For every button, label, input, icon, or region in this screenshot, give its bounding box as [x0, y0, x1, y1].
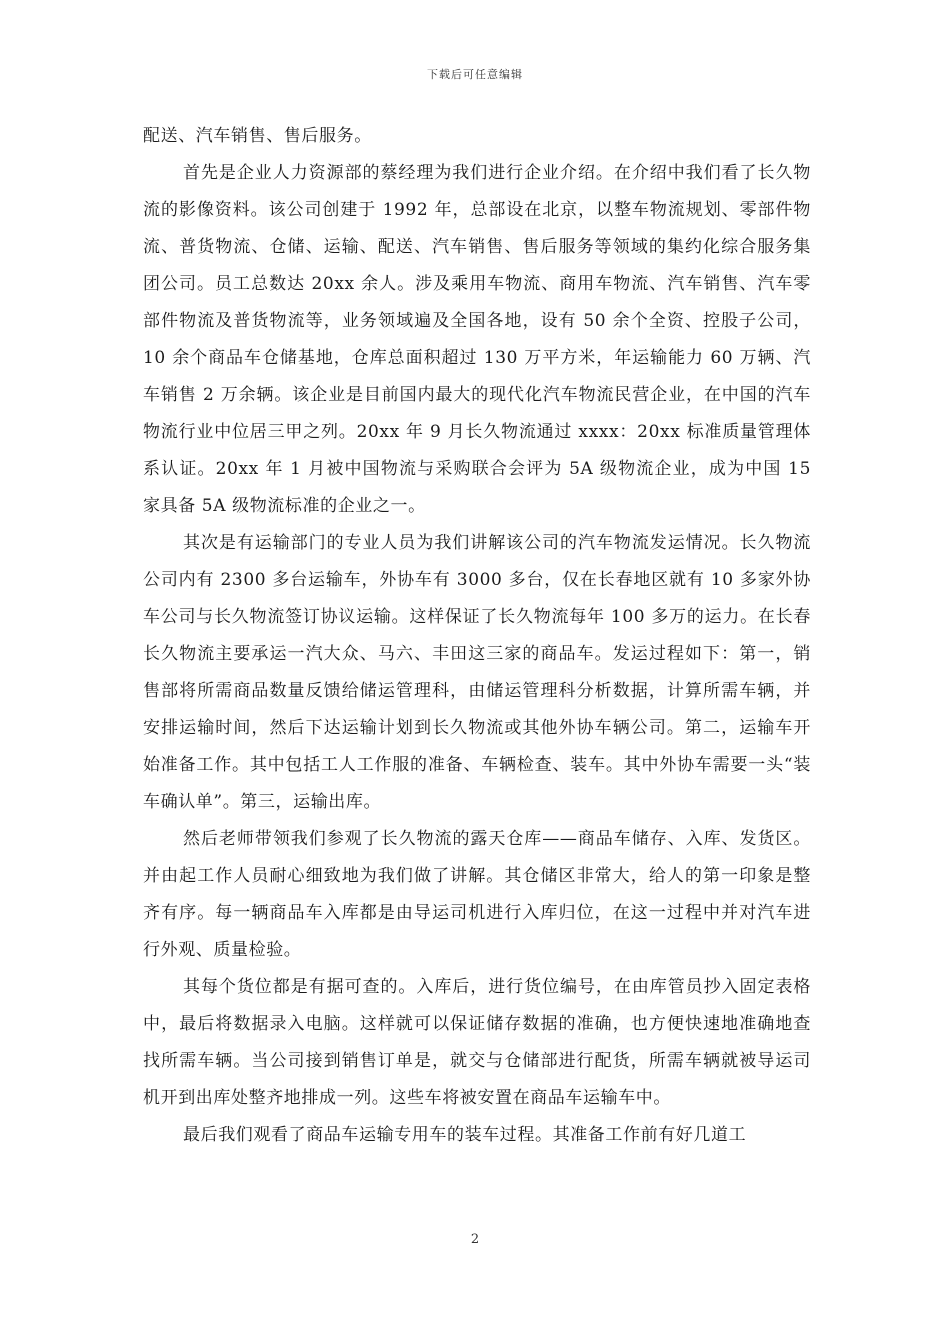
paragraph-6: 最后我们观看了商品车运输专用车的装车过程。其准备工作前有好几道工	[183, 1125, 747, 1145]
paragraph-4: 然后老师带领我们参观了长久物流的露天仓库——商品车储存、入库、发货区。并由起工作人员耐心细致地为我们做了讲解。其仓储区非常大，给人的第一印象是整齐有序。每一辆商品车入库都是由导运司机进行入库归位，在这一过程中并对汽车进行外观、质量检验。	[143, 829, 811, 960]
page-header: 下载后可任意编辑	[427, 68, 523, 81]
paragraph-2: 首先是企业人力资源部的蔡经理为我们进行企业介绍。在介绍中我们看了长久物流的影像资料。该公司创建于 1992 年，总部设在北京，以整车物流规划、零部件物流、普货物流、仓储、运输、配送、汽车销售、售后服务等领域的集约化综合服务集团公司。员工总数达 20xx 余人。涉及乘用车物流、商用车物流、汽车销售、汽车零部件物流及普货物流等，业务领域遍及全国各地，设有 50 余个全资、控股子公司，10 余个商品车仓储基地，仓库总面积超过 130 万平方米，年运输能力 60 万辆、汽车销售 2 万余辆。该企业是目前国内最大的现代化汽车物流民营企业，在中国的汽车物流行业中位居三甲之列。20xx 年 9 月长久物流通过 xxxx：20xx 标准质量管理体系认证。20xx 年 1 月被中国物流与采购联合会评为 5A 级物流企业，成为中国 15 家具备 5A 级物流标准的企业之一。	[143, 163, 811, 516]
page-number: 2	[470, 1232, 480, 1247]
document-body	[143, 118, 811, 1154]
paragraph-5: 其每个货位都是有据可查的。入库后，进行货位编号，在由库管员抄入固定表格中，最后将数据录入电脑。这样就可以保证储存数据的准确，也方便快速地准确地查找所需车辆。当公司接到销售订单是，就交与仓储部进行配货，所需车辆就被导运司机开到出库处整齐地排成一列。这些车将被安置在商品车运输车中。	[143, 977, 811, 1108]
paragraph-3: 其次是有运输部门的专业人员为我们讲解该公司的汽车物流发运情况。长久物流公司内有 2300 多台运输车，外协车有 3000 多台，仅在长春地区就有 10 多家外协车公司与长久物流签订协议运输。这样保证了长久物流每年 100 多万的运力。在长春长久物流主要承运一汽大众、马六、丰田这三家的商品车。发运过程如下：第一，销售部将所需商品数量反馈给储运管理科，由储运管理科分析数据，计算所需车辆，并安排运输时间，然后下达运输计划到长久物流或其他外协车辆公司。第二，运输车开始准备工作。其中包括工人工作服的准备、车辆检查、装车。其中外协车需要一头“装车确认单”。第三，运输出库。	[143, 533, 811, 812]
paragraph-1: 配送、汽车销售、售后服务。	[143, 126, 372, 146]
